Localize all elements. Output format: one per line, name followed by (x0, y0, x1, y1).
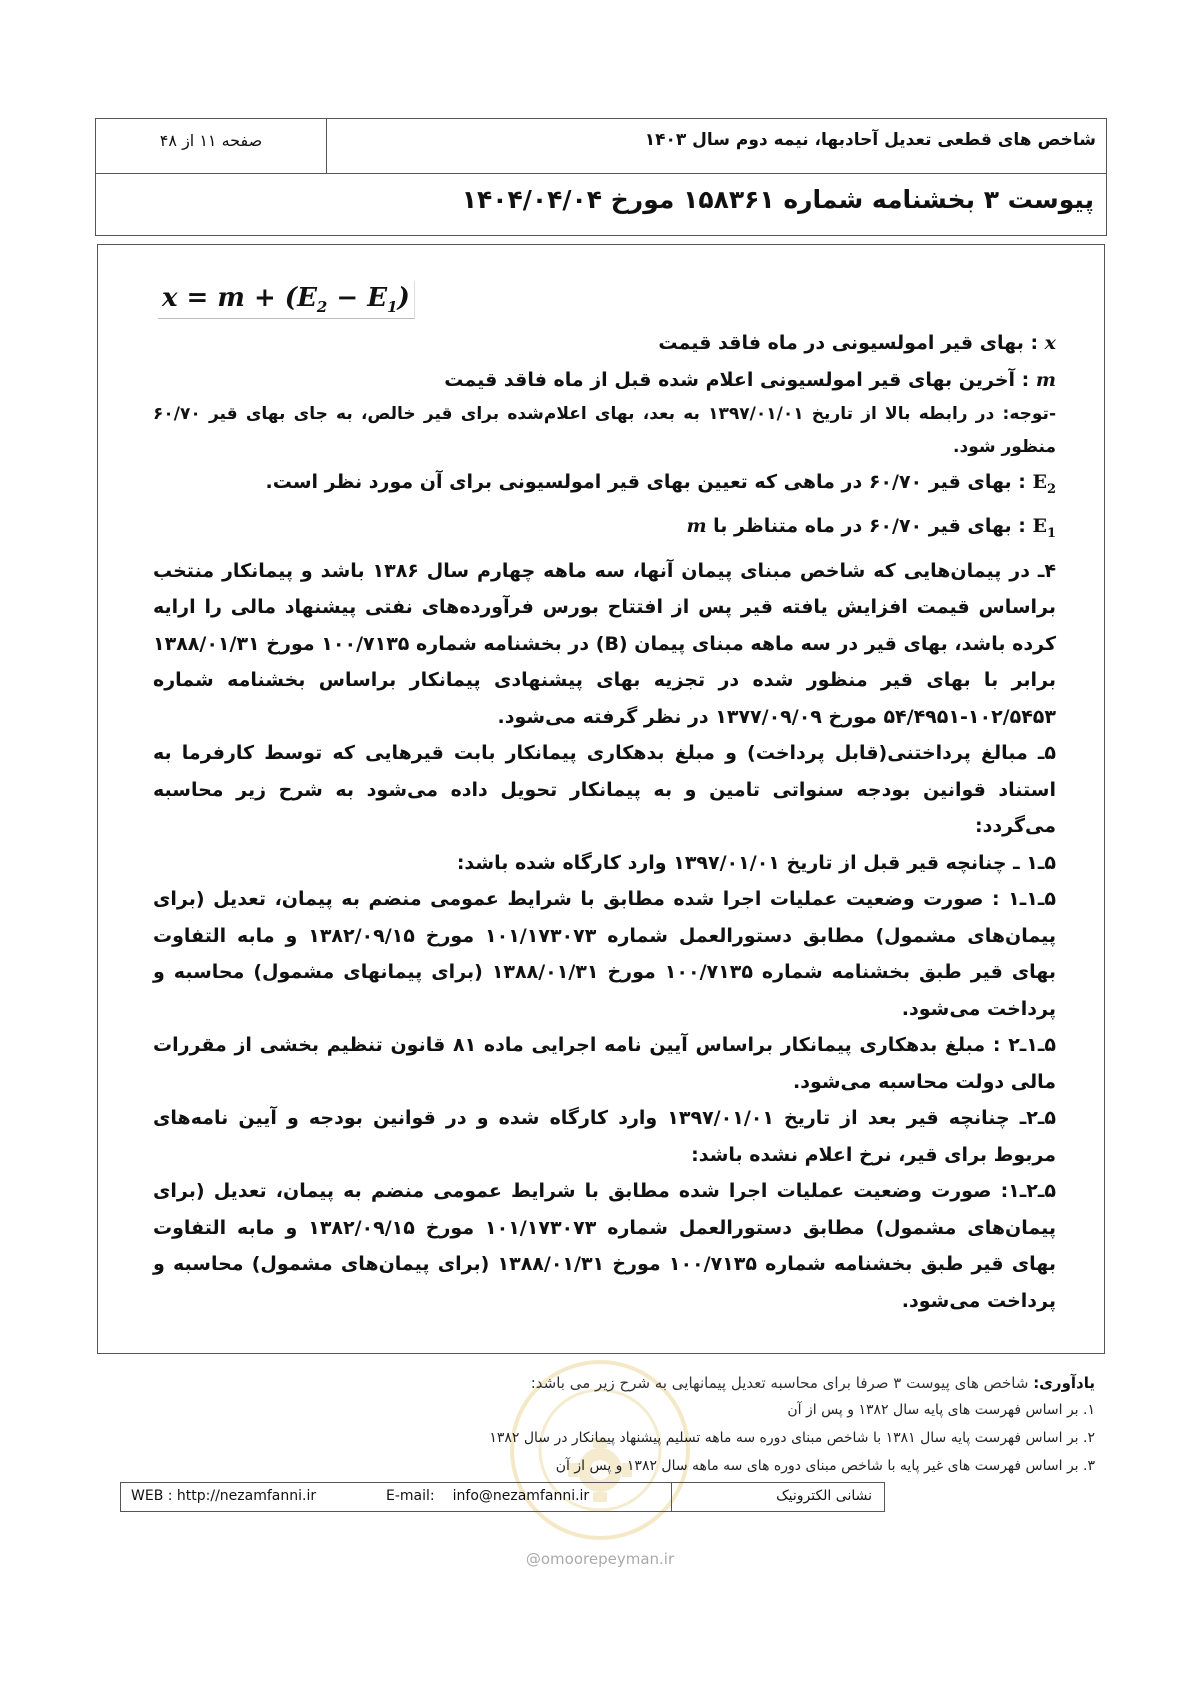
reminder-item: ۲. بر اساس فهرست پایه سال ۱۳۸۱ با شاخص مبنای دوره سه ماهه تسلیم پیشنهاد پیمانکار در سال ۱۳۸۲ (489, 1430, 1095, 1446)
content-box (97, 244, 1105, 1354)
definition-e1-text: : بهای قیر ۶۰/۷۰ در ماه متناظر با (706, 515, 1033, 538)
paragraph-4: ۴ـ در پیمان‌هایی که شاخص مبنای پیمان آنها، سه ماهه چهارم سال ۱۳۸۶ باشد و پیمانکار منتخب براساس قیمت افزایش یافته قیر پس از افتتاح بورس فرآورده‌های نفتی پیشنهاد مالی را ارایه کرده باشد، بهای قیر در سه ماهه مبنای پیمان (B) در بخشنامه شماره ۱۰۰/۷۱۳۵ مورخ ۱۳۸۸/۰۱/۳۱ برابر با بهای قیر منظور شده در تجزیه بهای پیشنهادی پیمانکار براساس بخشنامه شماره ۱۰۲/۵۴۵۳-۵۴/۴۹۵۱ مورخ ۱۳۷۷/۰۹/۰۹ در نظر گرفته می‌شود. (153, 559, 1056, 728)
page-number: صفحه ۱۱ از ۴۸ (159, 131, 263, 150)
paragraph-5-1-2: ۵ـ۱ـ۲ : مبلغ بدهکاری پیمانکار براساس آیین نامه اجرایی ماده ۸۱ قانون تنظیم بخشی از مقررات مالی دولت محاسبه می‌شود. (153, 1034, 1057, 1093)
definition-e2 (153, 464, 1056, 508)
watermark-brand: @omoorepeyman.ir (525, 1550, 675, 1568)
symbol-x: x (1044, 332, 1056, 354)
formula (158, 281, 415, 319)
reminder-label: یادآوری: (1033, 1374, 1095, 1392)
definition-x-text: : بهای قیر امولسیونی در ماه فاقد قیمت (658, 332, 1045, 354)
footer-divider (671, 1483, 672, 1511)
reminder-intro: شاخص های پیوست ۳ صرفا برای محاسبه تعدیل پیمانهایی به شرح زیر می باشد: (530, 1374, 1034, 1392)
paragraph-5-1-1: ۵ـ۱ـ۱ : صورت وضعیت عملیات اجرا شده مطابق با شرایط عمومی منضم به پیمان، تعدیل (برای پیمان‌های مشمول) مطابق دستورالعمل شماره ۱۰۱/۱۷۳۰۷۳ مورخ ۱۳۸۲/۰۹/۱۵ و مابه التفاوت بهای قیر طبق بخشنامه شماره ۱۰۰/۷۱۳۵ مورخ ۱۳۸۸/۰۱/۳۱ (برای پیمانهای مشمول) محاسبه و پرداخت می‌شود. (153, 888, 1056, 1020)
symbol-m: m (1035, 368, 1056, 391)
contact-footer (120, 1482, 885, 1512)
reminder-title (95, 1370, 1095, 1396)
symbol-m-inline: m (686, 515, 707, 538)
definition-e1 (153, 508, 1056, 552)
header-title: شاخص های قطعی تعدیل آحادبها، نیمه دوم سال ۱۴۰۳ (644, 130, 1096, 150)
email-label: E-mail: (386, 1488, 435, 1504)
definition-m (153, 362, 1056, 399)
symbol-e2 (1032, 471, 1056, 497)
definition-m-text: : آخرین بهای قیر امولسیونی اعلام شده قبل از ماه فاقد قیمت (444, 368, 1036, 391)
formula-sub-1: 1 (387, 298, 398, 317)
definition-e2-text: : بهای قیر ۶۰/۷۰ در ماهی که تعیین بهای قیر امولسیونی برای آن مورد نظر است. (265, 471, 1033, 493)
email-contact (386, 1488, 589, 1504)
definition-x (153, 325, 1056, 362)
email-link[interactable]: info@nezamfanni.ir (452, 1488, 590, 1504)
header-table (95, 118, 1107, 236)
symbol-e2-letter: E (1032, 471, 1047, 493)
formula-sub-2: 2 (316, 298, 328, 317)
formula-minus: − E (327, 283, 388, 313)
formula-lhs: x = m + (E (162, 283, 317, 313)
document-body (153, 325, 1056, 1319)
header-row-top (96, 119, 1106, 174)
contact-label: نشانی الکترونیک (776, 1488, 872, 1504)
document-title: پیوست ۳ بخشنامه شماره ۱۵۸۳۶۱ مورخ ۱۴۰۴/۰۴/۰۴ (461, 185, 1094, 214)
paragraph-5: ۵ـ مبالغ پرداختنی(قابل پرداخت) و مبلغ بدهکاری پیمانکار بابت قیرهایی که توسط کارفرما به استناد قوانین بودجه سنواتی تامین و به پیمانکار تحویل داده می‌شود به شرح زیر محاسبه می‌گردد: (153, 742, 1056, 838)
website-link[interactable]: WEB : http://nezamfanni.ir (131, 1488, 317, 1504)
paragraph-5-2-1: ۵ـ۲ـ۱: صورت وضعیت عملیات اجرا شده مطابق با شرایط عمومی منضم به پیمان، تعدیل (برای پیمان‌های مشمول) مطابق دستورالعمل شماره ۱۰۱/۱۷۳۰۷۳ مورخ ۱۳۸۲/۰۹/۱۵ و مابه التفاوت بهای قیر طبق بخشنامه شماره ۱۰۰/۷۱۳۵ مورخ ۱۳۸۸/۰۱/۳۱ (برای پیمان‌های مشمول) محاسبه و پرداخت می‌شود. (153, 1180, 1056, 1312)
formula-close: ) (397, 283, 410, 313)
paragraph-5-2: ۵ـ۲ـ چنانچه قیر بعد از تاریخ ۱۳۹۷/۰۱/۰۱ وارد کارگاه شده و در قوانین بودجه و آیین نامه‌های مربوط برای قیر، نرخ اعلام نشده باشد: (153, 1107, 1056, 1166)
symbol-e2-sub: 2 (1046, 481, 1056, 497)
note-paragraph: -توجه: در رابطه بالا از تاریخ ۱۳۹۷/۰۱/۰۱ به بعد، بهای اعلام‌شده برای قیر خالص، به جای بهای قیر ۶۰/۷۰ منظور شود. (153, 404, 1056, 457)
reminder-notes (95, 1370, 1095, 1480)
header-divider (326, 119, 327, 173)
symbol-e1-sub: 1 (1046, 526, 1056, 542)
symbol-e1-letter: E (1032, 515, 1047, 538)
reminder-item: ۳. بر اساس فهرست های غیر پایه با شاخص مبنای دوره های سه ماهه سال ۱۳۸۲ و پس از آن (555, 1458, 1095, 1474)
reminder-item: ۱. بر اساس فهرست های پایه سال ۱۳۸۲ و پس از آن (787, 1402, 1095, 1418)
symbol-e1 (1032, 515, 1056, 542)
paragraph-5-1: ۵ـ۱ ـ چنانچه قیر قبل از تاریخ ۱۳۹۷/۰۱/۰۱ وارد کارگاه شده باشد: (456, 851, 1056, 874)
